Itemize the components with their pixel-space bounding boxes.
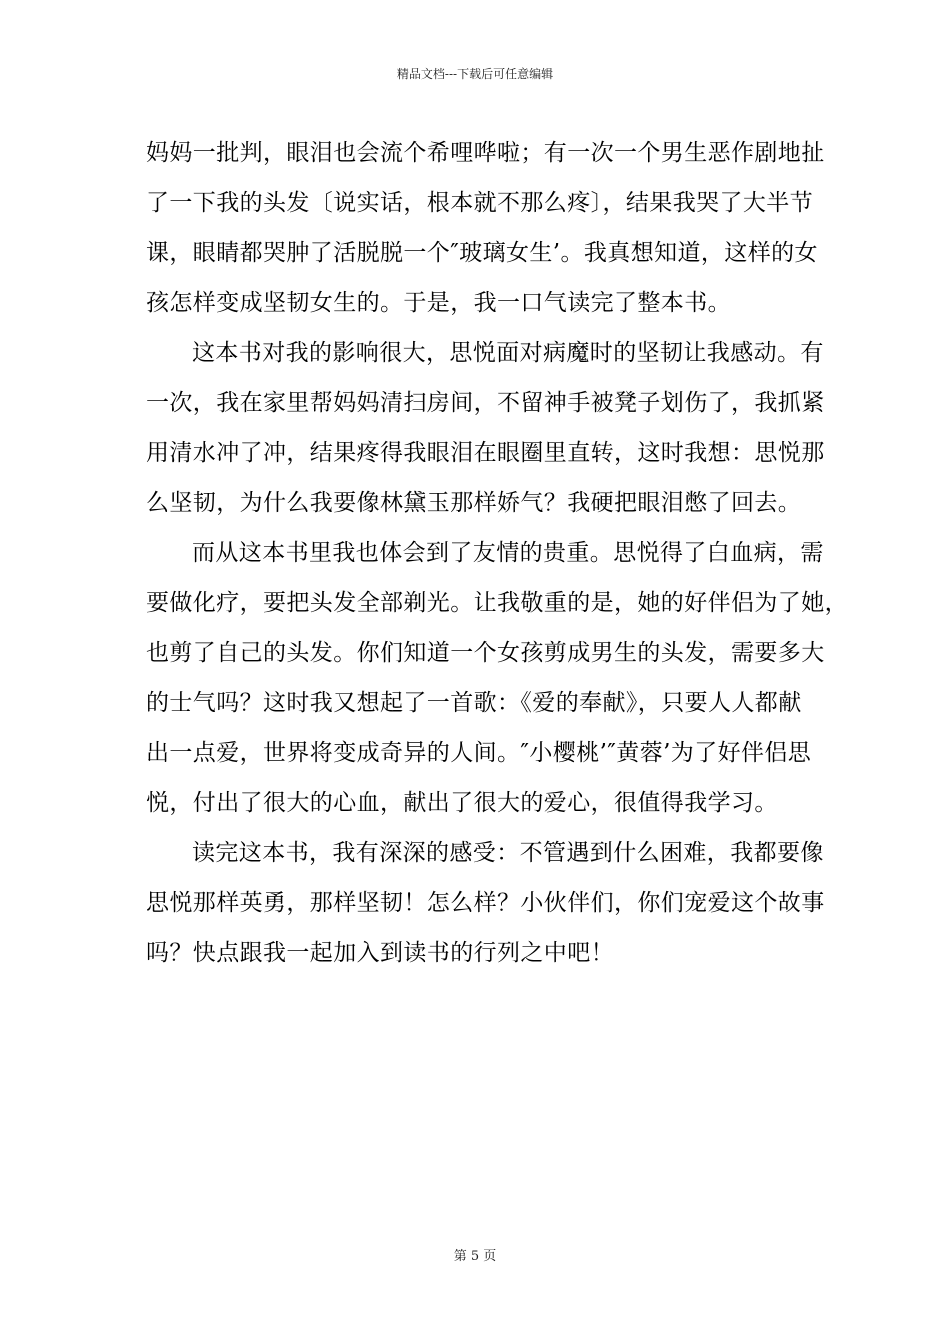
document-body	[146, 128, 848, 978]
text-line: 读完这本书，我有深深的感受：不管遇到什么困难，我都要像	[192, 840, 824, 866]
text-line: 吗？快点跟我一起加入到读书的行列之中吧！	[146, 940, 614, 966]
text-line: 妈妈一批判，眼泪也会流个希哩哗啦；有一次一个男生恶作剧地扯	[146, 140, 825, 166]
text-line: 课，眼睛都哭肿了活脱脱一个″玻璃女生’。我真想知道，这样的女	[146, 240, 818, 266]
text-line: 要做化疗，要把头发全部剃光。让我敬重的是，她的好伴侣为了她，	[146, 590, 848, 616]
text-line: 用清水冲了冲，结果疼得我眼泪在眼圈里直转，这时我想：思悦那	[146, 440, 825, 466]
text-line: 悦，付出了很大的心血，献出了很大的爱心，很值得我学习。	[146, 790, 778, 816]
text-line: 一次，我在家里帮妈妈清扫房间，不留神手被凳子划伤了，我抓紧	[146, 390, 825, 416]
text-line: 思悦那样英勇，那样坚韧！怎么样？小伙伴们，你们宠爱这个故事	[146, 890, 825, 916]
text-line: 而从这本书里我也体会到了友情的贵重。思悦得了白血病，需	[192, 540, 824, 566]
page-header: 精品文档---下载后可任意编辑	[396, 67, 554, 81]
paragraph-4	[146, 828, 825, 978]
page-number: 第 5 页	[453, 1249, 497, 1264]
text-line: 了一下我的头发〔说实话，根本就不那么疼〕，结果我哭了大半节	[146, 190, 814, 216]
text-line: 这本书对我的影响很大，思悦面对病魔时的坚韧让我感动。有	[192, 340, 824, 366]
text-line: 出一点爱，世界将变成奇异的人间。″小樱桃’″黄蓉’为了好伴侣思	[146, 740, 812, 766]
paragraph-1	[146, 128, 825, 328]
text-line: 孩怎样变成坚韧女生的。于是，我一口气读完了整本书。	[146, 290, 731, 316]
paragraph-3	[146, 528, 848, 828]
text-line: 么坚韧，为什么我要像林黛玉那样娇气？我硬把眼泪憋了回去。	[146, 490, 802, 516]
text-line: 也剪了自己的头发。你们知道一个女孩剪成男生的头发，需要多大	[146, 640, 825, 666]
text-line: 的士气吗？这时我又想起了一首歌：《爱的奉献》，只要人人都献	[146, 690, 802, 716]
paragraph-2	[146, 328, 825, 528]
